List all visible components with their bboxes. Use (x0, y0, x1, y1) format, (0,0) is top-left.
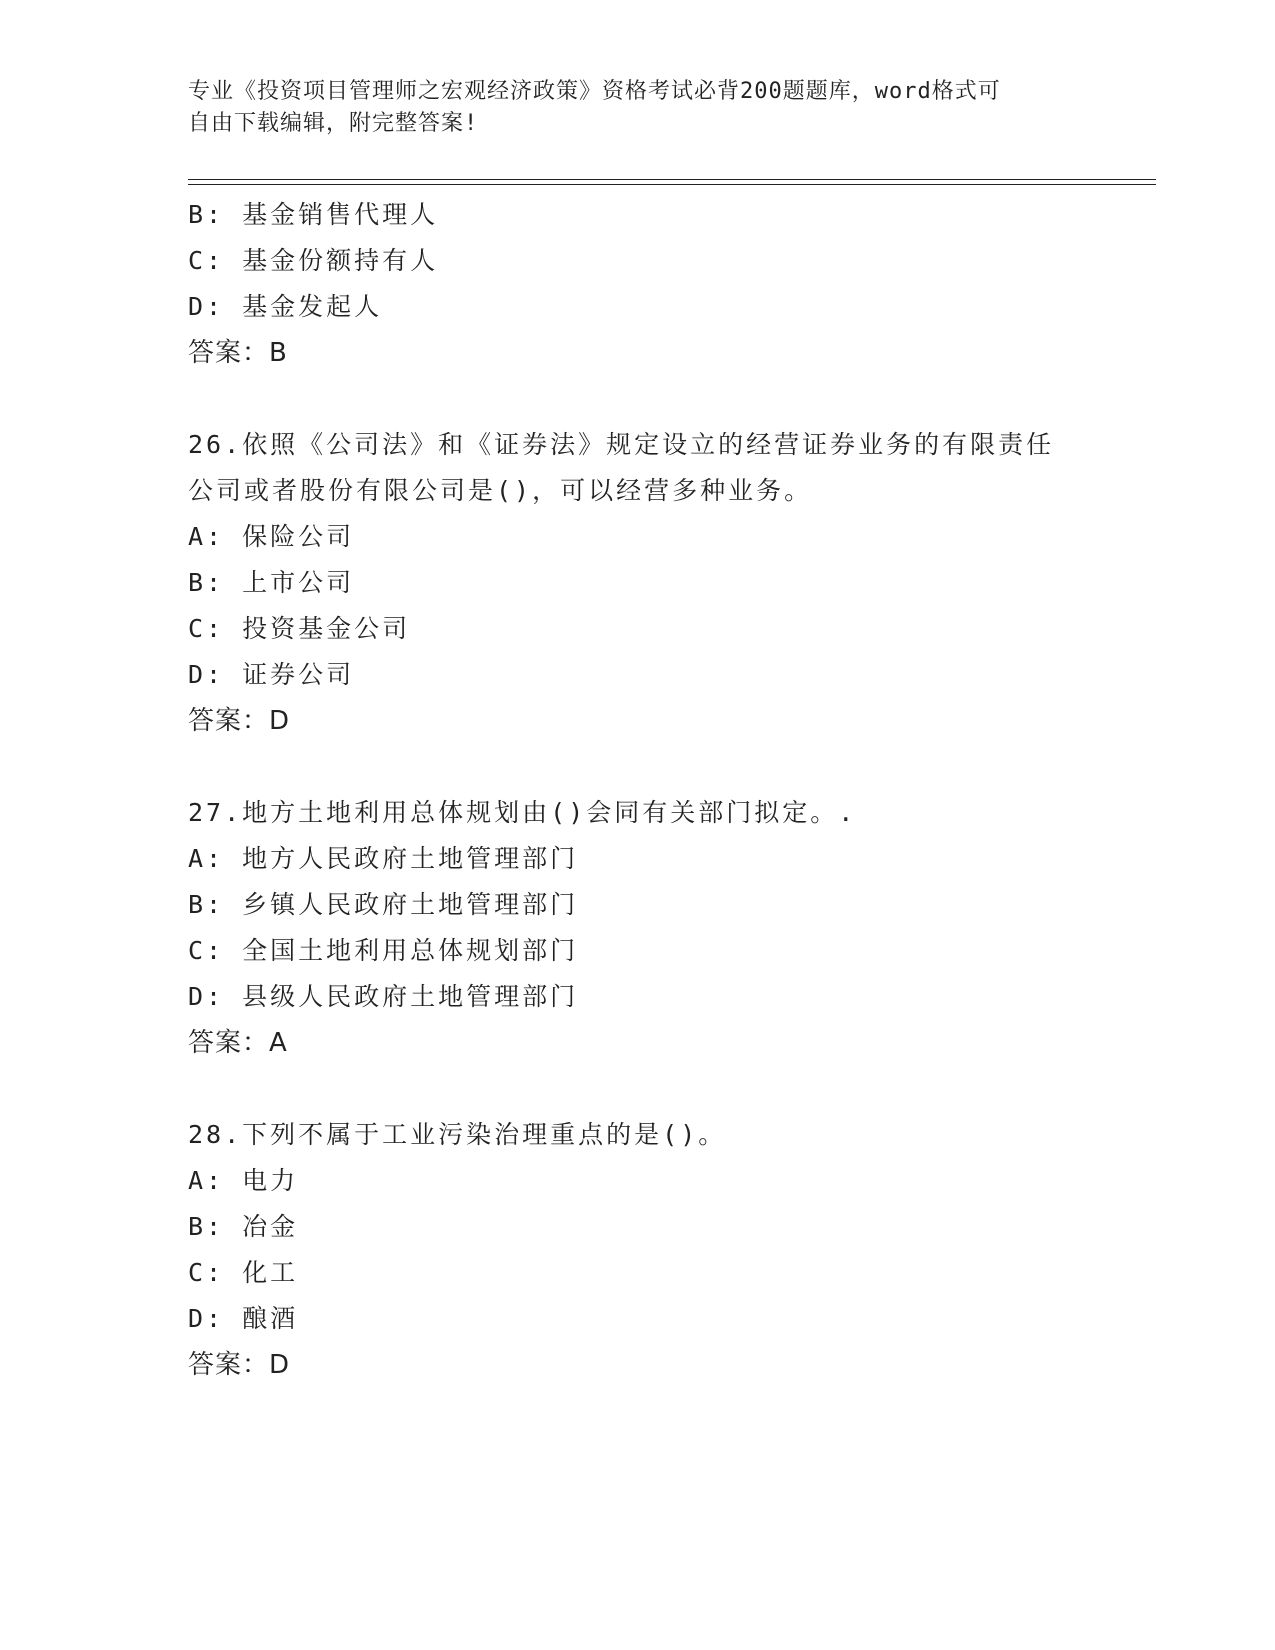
answer-line: 答案：A (188, 1028, 288, 1058)
question-28 (188, 1112, 1088, 1388)
question-stem (188, 1112, 1088, 1158)
option-a: A: 地方人民政府土地管理部门 (188, 844, 579, 873)
header-divider-bottom (188, 184, 1156, 185)
header-divider-top (188, 179, 1156, 180)
question-25-continued (188, 192, 1088, 376)
option-a: A: 保险公司 (188, 522, 355, 551)
question-stem-line: 公司或者股份有限公司是()，可以经营多种业务。 (188, 476, 813, 505)
question-27 (188, 790, 1088, 1066)
option-c: C: 化工 (188, 1258, 299, 1287)
option-b: B: 基金销售代理人 (188, 200, 439, 229)
question-26 (188, 422, 1088, 744)
header-title-line-1: 专业《投资项目管理师之宏观经济政策》资格考试必背200题题库，word格式可 (188, 79, 1001, 104)
question-list (188, 192, 1088, 1388)
option-c: C: 投资基金公司 (188, 614, 411, 643)
answer-line: 答案：B (188, 338, 288, 368)
question-stem-line: 26.依照《公司法》和《证券法》规定设立的经营证券业务的有限责任 (188, 430, 1055, 459)
answer-line: 答案：D (188, 706, 291, 736)
question-stem-line: 28.下列不属于工业污染治理重点的是()。 (188, 1120, 727, 1149)
document-header (188, 76, 1078, 140)
option-d: D: 县级人民政府土地管理部门 (188, 982, 579, 1011)
option-d: D: 证券公司 (188, 660, 355, 689)
option-c: C: 基金份额持有人 (188, 246, 439, 275)
option-d: D: 酿酒 (188, 1304, 299, 1333)
option-c: C: 全国土地利用总体规划部门 (188, 936, 579, 965)
question-stem-line: 27.地方土地利用总体规划由()会同有关部门拟定。. (188, 798, 857, 827)
option-b: B: 冶金 (188, 1212, 299, 1241)
option-b: B: 乡镇人民政府土地管理部门 (188, 890, 579, 919)
question-stem (188, 422, 1088, 514)
header-title-line-2: 自由下载编辑，附完整答案! (188, 111, 479, 136)
question-stem (188, 790, 1088, 836)
option-a: A: 电力 (188, 1166, 299, 1195)
option-b: B: 上市公司 (188, 568, 355, 597)
answer-line: 答案：D (188, 1350, 291, 1380)
option-d: D: 基金发起人 (188, 292, 383, 321)
